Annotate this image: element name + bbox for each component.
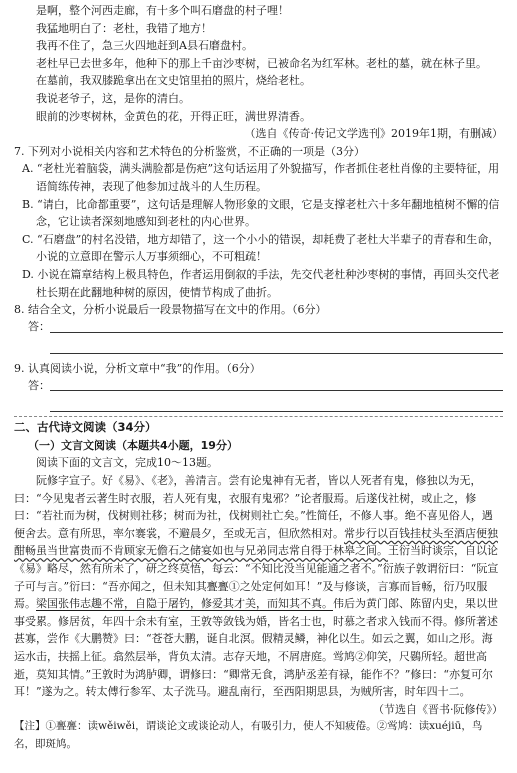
answer-label: 答： xyxy=(28,320,50,334)
q8-stem: 8. 结合全文，分析小说最后一段景物描写在文中的作用。（6分） xyxy=(14,303,327,317)
divider xyxy=(14,416,503,417)
section-title: 二、古代诗文阅读（34分） xyxy=(14,420,157,435)
answer-line[interactable] xyxy=(50,394,503,412)
passage-part: 伟后为黄门郎、陈留内史，果以世事受累。修居贫，年四十余未有室，王敦等敛钱为婚，皆名士也，时慕之者求入钱而不得。修所著述甚寡，尝作《大鹏赞》曰：“苍苍大鹏，诞自北溟。假精灵鳞，神化以生。如云之翼，如山之形。海运水击，扶摇上征。翕然层举，背负太清。志存天地，不屑唐庭。鸴鸠②仰笑，尺鷃所轻。超世高逝，莫知其情。”王敦时为鸿胪卿，谓修曰：“卿常无食，鸿胪丞差有禄，能作不？”修曰：“亦复可尔耳！”遂为之。转太傅行参军、太子洗马。避乱南行，至西阳期思县，为贼所害，时年四十二。 xyxy=(14,597,498,699)
story-line: 在墓前，我双膝跪拿出在文史馆里拍的照片，烧给老杜。 xyxy=(36,74,311,88)
story-line: 我猛地明白了：老杜，我错了地方！ xyxy=(36,21,212,35)
story-excerpt xyxy=(14,2,503,143)
passage-part: 王衍当时谈宗，自以论《易》略尽，然有所未了，研之终莫悟，每云：“不知比没当见能通之者不。”衍族子敦谓衍曰：“阮宣子可与言。”衍曰：“吾亦闻之，但未知其亹亹①之处定何如耳！”及与修谈，言寡而旨畅，衍乃叹服焉。 xyxy=(14,544,499,611)
q7-option-c: C. “石磨盘”的村名没错，地方却错了，这一个小小的错误，却耗费了老杜大半辈子的青春和生命，小说的立意即在警示人万事须细心，不可粗疏！ xyxy=(22,232,500,264)
classical-passage xyxy=(14,472,503,701)
footnote: 【注】①亹亹：读wěiwěi，谓谈论文或谈论动人，有吸引力，使人不知疲倦。②鸴鸠：读xuéjiū，鸟名，即斑鸠。 xyxy=(14,720,483,750)
story-line: 是啊，整个河西走廊，有十多个叫石磨盘的村子哩！ xyxy=(36,4,289,17)
story-line: 老杜早已去世多年，他种下的那上千亩沙枣树，已被命名为红军林。老杜的墓，就在林子里。 xyxy=(36,56,487,70)
instruction: 阅读下面的文言文，完成10～13题。 xyxy=(36,456,218,470)
subsection-title: （一）文言文阅读（本题共4小题，19分） xyxy=(28,438,238,452)
q8-answer-area[interactable] xyxy=(14,319,503,336)
q9-stem: 9. 认真阅读小说，分析文章中“我”的作用。（6分） xyxy=(14,361,261,375)
wavy-underlined-sentence: 常步行以百钱挂杖头至酒店便独酣畅虽当世富贵而不肯顾家无儋石之储宴如也与兄弟同志常自得于林皋之间。 xyxy=(14,526,498,558)
underlined-sentence: 梁国张伟志趣不常，自隐于屠钓，修爱其才美，而知其不真。 xyxy=(36,597,333,611)
story-line: 我再不住了，急三火四地赶到A县石磨盘村。 xyxy=(36,39,253,53)
passage-source: （节选自《晋书·阮修传》） xyxy=(373,702,503,716)
answer-label: 答： xyxy=(28,378,50,392)
section-2 xyxy=(14,419,503,753)
answer-line[interactable] xyxy=(50,336,503,354)
q7-option-d: D. 小说在篇章结构上极具特色，作者运用倒叙的手法，先交代老杜种沙枣树的事情，再回头交代老杜长期在此翻地种树的原因，使情节构成了曲折。 xyxy=(22,267,500,299)
story-line: 眼前的沙枣树林，金黄色的花，开得正旺，满世界清香。 xyxy=(36,109,311,123)
question-8 xyxy=(14,301,503,354)
question-9 xyxy=(14,360,503,413)
q9-answer-area[interactable] xyxy=(14,377,503,394)
question-7 xyxy=(14,143,503,301)
answer-line[interactable] xyxy=(50,322,503,333)
q7-option-b: B. “请白，比命都重要”，这句话是理解人物形象的文眼，它是支撑老杜六十多年翻地植树不懈的信念，它让读者深刻地感知到老杜的内心世界。 xyxy=(22,197,500,229)
story-source: （选自《传奇·传记文学选刊》2019年1期，有删减） xyxy=(244,127,503,141)
answer-line[interactable] xyxy=(50,380,503,391)
story-line: 我说老爷子，这，是你的清白。 xyxy=(36,91,190,105)
q7-option-a: A. “老杜光着脑袋，满头满脸都是伤疤”这句话运用了外貌描写，作者抓住老杜肖像的主要特征，用语简练传神，表现了他参加过战斗的人生历程。 xyxy=(22,162,500,193)
passage-part: 阮修字宣子。好《易》、《老》，善清言。尝有论鬼神有无者，皆以人死者有鬼，修独以为无，曰：“今见鬼者云著生时衣服，若人死有鬼，衣服有鬼邪？”论者服焉。后遂伐社树，或止之，修曰：“若社而为树，伐树则社移；树而为社，伐树则社亡矣。”性简任，不修人事。绝不喜见俗人，遇便舍去。意有所思，率尔褰裳，不避晨夕，至或无言，但欣然相对。 xyxy=(14,474,493,540)
q7-stem: 7. 下列对小说相关内容和艺术特色的分析鉴赏，不正确的一项是（3分） xyxy=(14,144,365,158)
